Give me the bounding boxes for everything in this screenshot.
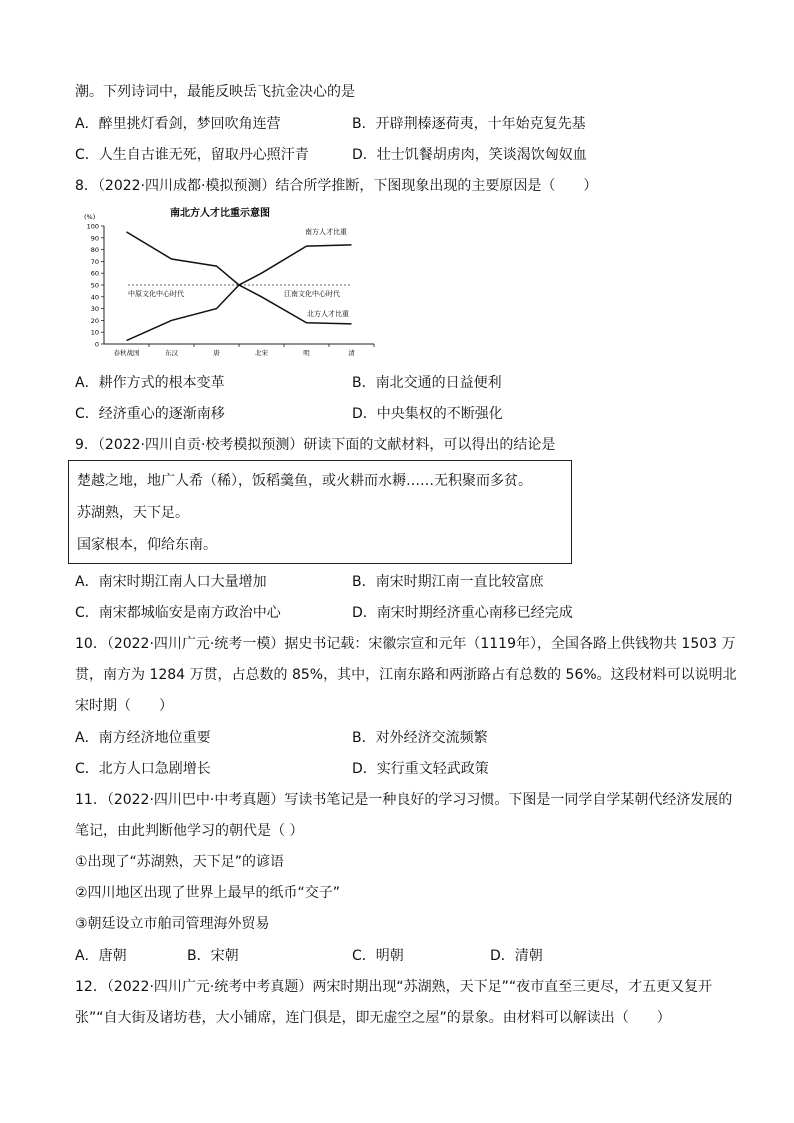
x-tick-label: 北宋 bbox=[255, 349, 268, 357]
y-tick-label: 70 bbox=[90, 257, 99, 266]
q9-material-line-1: 楚越之地，地广人希（稀），饭稻羹鱼，或火耕而水耨……无积聚而多贫。 bbox=[77, 473, 532, 489]
q8-option-b: B．南北交通的日益便利 bbox=[352, 375, 502, 391]
x-tick-label: 东汉 bbox=[165, 349, 178, 357]
q9-option-b: B．南宋时期江南一直比较富庶 bbox=[352, 574, 544, 590]
q7-option-c: C．人生自古谁无死，留取丹心照汗青 bbox=[75, 147, 309, 163]
talent-ratio-chart bbox=[70, 204, 380, 364]
q9-option-d: D．南宋时期经济重心南移已经完成 bbox=[352, 605, 573, 621]
y-axis-label: (%) bbox=[84, 213, 96, 221]
x-tick-label: 春秋战国 bbox=[113, 349, 140, 357]
q11-option-a: A．唐朝 bbox=[75, 948, 127, 964]
y-tick-label: 50 bbox=[90, 281, 99, 290]
q11-note-3: ③朝廷设立市舶司管理海外贸易 bbox=[75, 916, 270, 932]
x-tick-label: 清 bbox=[348, 349, 355, 357]
y-tick-label: 20 bbox=[90, 316, 99, 325]
q12-stem-line-1: 12．（2022·四川广元·统考中考真题）两宋时期出现“苏湖熟，天下足”“夜市直至三更尽，才五更又复开 bbox=[75, 979, 713, 995]
q9-stem: 9．（2022·四川自贡·校考模拟预测）研读下面的文献材料，可以得出的结论是 bbox=[75, 437, 556, 453]
q11-note-2: ②四川地区出现了世界上最早的纸币“交子” bbox=[75, 885, 341, 901]
q10-option-b: B．对外经济交流频繁 bbox=[352, 730, 488, 746]
q9-material-line-3: 国家根本，仰给东南。 bbox=[77, 537, 217, 553]
series-label-south: 南方人才比重 bbox=[305, 228, 347, 236]
q11-stem-line-1: 11．（2022·四川巴中·中考真题）写读书笔记是一种良好的学习习惯。下图是一同学自学某朝代经济发展的 bbox=[75, 792, 733, 808]
y-tick-label: 100 bbox=[86, 222, 99, 231]
chart-title: 南北方人才比重示意图 bbox=[170, 208, 270, 219]
q10-stem-line-1: 10．（2022·四川广元·统考一模）据史书记载：宋徽宗宣和元年（1119年），全国各路上供钱物共 1503 万 bbox=[75, 636, 736, 652]
annotation-jiangnan: 江南文化中心时代 bbox=[284, 290, 340, 298]
q9-option-c: C．南宋都城临安是南方政治中心 bbox=[75, 605, 281, 621]
q10-option-c: C．北方人口急剧增长 bbox=[75, 761, 211, 777]
q8-option-d: D．中央集权的不断强化 bbox=[352, 406, 503, 422]
q11-option-d: D．清朝 bbox=[490, 948, 543, 964]
q8-option-a: A．耕作方式的根本变革 bbox=[75, 375, 225, 391]
q11-stem-line-2: 笔记，由此判断他学习的朝代是（ ） bbox=[75, 823, 304, 839]
x-tick-label: 明 bbox=[303, 349, 310, 357]
y-tick-label: 90 bbox=[90, 234, 99, 243]
q7-option-b: B．开辟荆榛逐荷夷，十年始克复先基 bbox=[352, 116, 586, 132]
q8-stem: 8．（2022·四川成都·模拟预测）结合所学推断，下图现象出现的主要原因是（ ） bbox=[75, 178, 598, 194]
y-tick-label: 80 bbox=[90, 246, 99, 255]
y-tick-label: 60 bbox=[90, 269, 99, 278]
q10-stem-line-3: 宋时期（ ） bbox=[75, 698, 173, 714]
q11-option-c: C．明朝 bbox=[352, 948, 404, 964]
q7-option-d: D．壮士饥餐胡虏肉，笑谈渴饮匈奴血 bbox=[352, 147, 587, 163]
y-tick-label: 40 bbox=[90, 293, 99, 302]
series-label-north: 北方人才比重 bbox=[307, 310, 349, 318]
q10-option-d: D．实行重文轻武政策 bbox=[352, 761, 489, 777]
q11-note-1: ①出现了“苏湖熟，天下足”的谚语 bbox=[75, 854, 285, 870]
y-tick-label: 0 bbox=[94, 340, 99, 349]
q10-stem-line-2: 贯，南方为 1284 万贯，占总数的 85%，其中，江南东路和两浙路占有总数的 56%。这段材料可以说明北 bbox=[75, 667, 737, 683]
q9-material-line-2: 苏湖熟，天下足。 bbox=[77, 505, 189, 521]
q8-option-c: C．经济重心的逐渐南移 bbox=[75, 406, 225, 422]
y-tick-label: 10 bbox=[90, 328, 99, 337]
y-tick-label: 30 bbox=[90, 305, 99, 314]
q12-stem-line-2: 张”“自大街及诸坊巷，大小铺席，连门俱是，即无虚空之屋”的景象。由材料可以解读出（ ） bbox=[75, 1010, 671, 1026]
annotation-central-plains: 中原文化中心时代 bbox=[128, 290, 184, 298]
q11-option-b: B．宋朝 bbox=[187, 948, 239, 964]
q9-option-a: A．南宋时期江南人口大量增加 bbox=[75, 574, 267, 590]
q10-option-a: A．南方经济地位重要 bbox=[75, 730, 211, 746]
q9-material-box bbox=[68, 460, 572, 564]
q7-option-a: A．醉里挑灯看剑，梦回吹角连营 bbox=[75, 116, 281, 132]
x-tick-label: 唐 bbox=[213, 349, 220, 357]
q7-stem: 潮。下列诗词中，最能反映岳飞抗金决心的是 bbox=[75, 84, 355, 100]
